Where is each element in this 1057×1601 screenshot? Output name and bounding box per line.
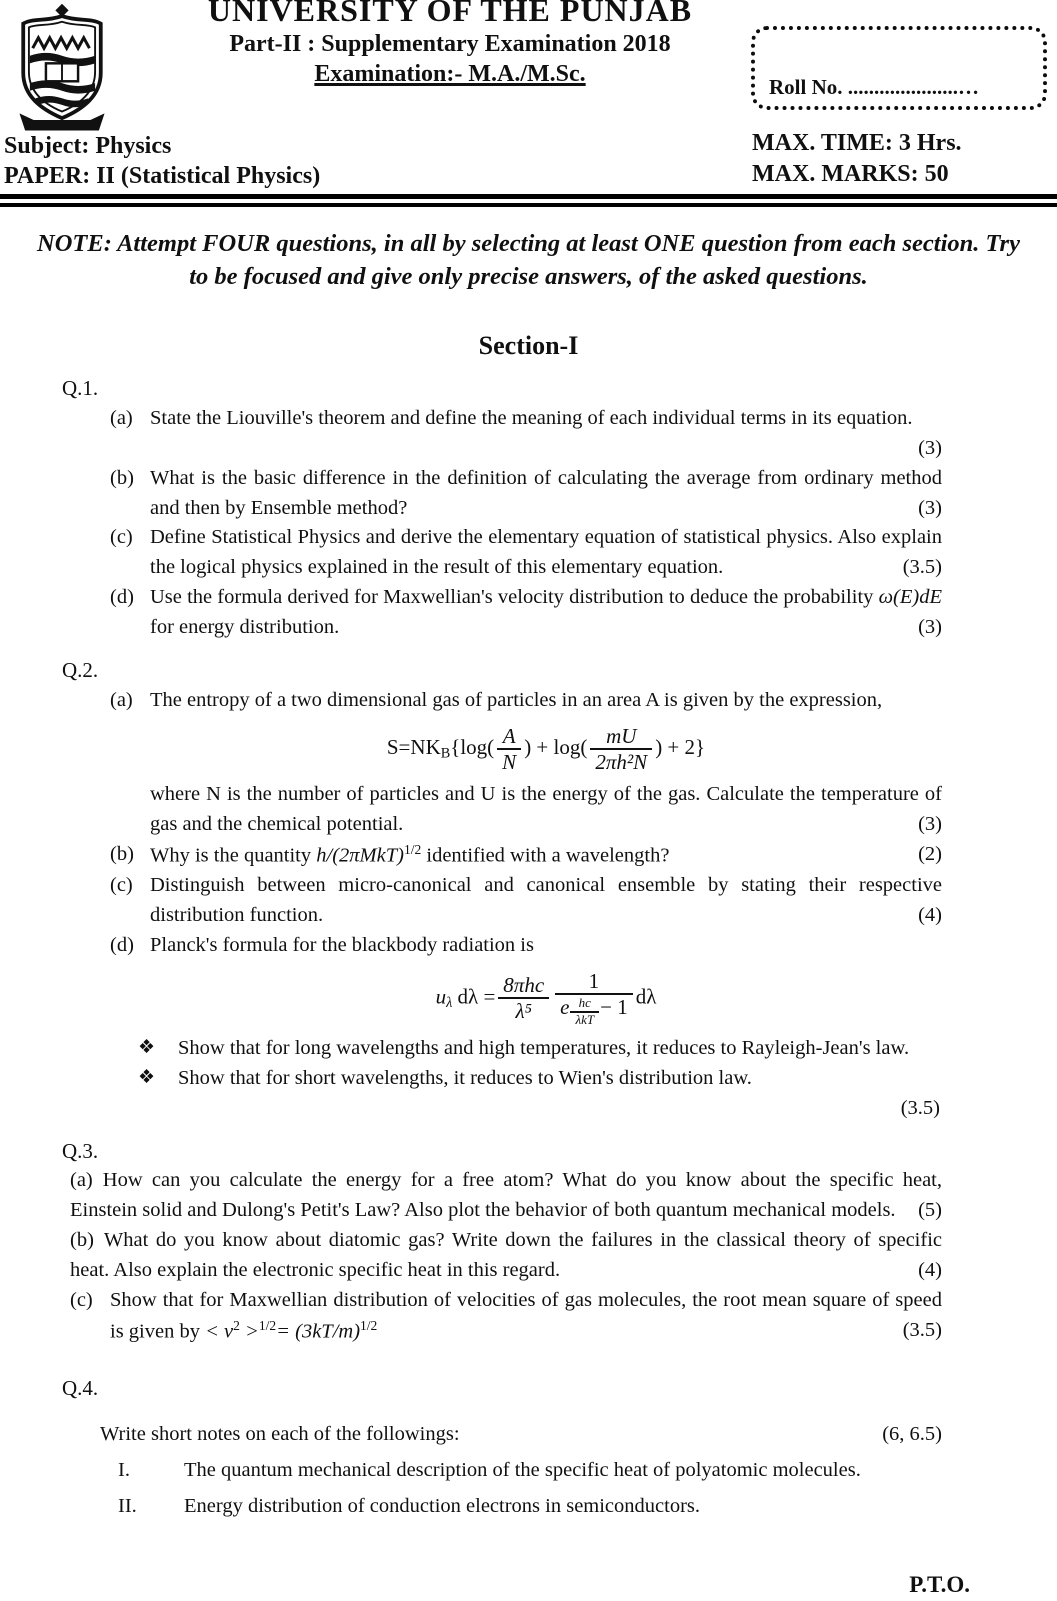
q3-label: Q.3. bbox=[62, 1138, 99, 1163]
limits-block bbox=[752, 128, 962, 190]
marks: (3.5) bbox=[902, 556, 942, 579]
instructions-note: NOTE: Attempt FOUR questions, in all by selecting at least ONE question from each section. Try to be focused and give only precise answers, of the asked questions. bbox=[37, 230, 1020, 291]
part-text: Use the formula derived for Maxwellian's velocity distribution to deduce the probability ω(E)dE for energy distribution. (3) bbox=[150, 583, 942, 643]
marks: (6, 6.5) bbox=[882, 1422, 942, 1445]
marks: (3) bbox=[918, 496, 942, 519]
exam-level: Examination:- M.A./M.Sc. bbox=[314, 61, 586, 87]
part-label: (b) bbox=[70, 1229, 94, 1252]
part-label: (a) bbox=[110, 688, 133, 711]
marks: (3) bbox=[918, 616, 942, 639]
entropy-formula: $S=NK_B\{\log$( $\frac{A}{N}$ ) + log( $\frac{mU}{\text{2πh²N}}$ ) + 2} bbox=[386, 723, 706, 774]
part-label: (d) bbox=[110, 934, 134, 957]
title-block bbox=[150, 0, 750, 88]
q4-item-1: I. The quantum mechanical description of the specific heat of polyatomic molecules. bbox=[112, 1456, 942, 1486]
paper-line: PAPER: II (Statistical Physics) bbox=[4, 163, 321, 189]
part-text: Distinguish between micro-canonical and canonical ensemble by stating their respective distribution function. (4) bbox=[150, 871, 942, 931]
part-text: State the Liouville's theorem and define the meaning of each individual terms in its equation. (3) bbox=[150, 404, 942, 464]
marks: (4) bbox=[918, 1259, 942, 1282]
q1-part-a bbox=[110, 404, 942, 464]
questions-content bbox=[62, 373, 970, 1601]
part-label: (b) bbox=[110, 842, 134, 865]
marks: (3.5) bbox=[902, 1318, 942, 1341]
q1-label: Q.1. bbox=[62, 376, 99, 401]
part-text: The entropy of a two dimensional gas of particles in an area A is given by the expression, $S=NK_B\{\log$( $\frac{A}{N}$ ) + log( $\frac{mU}{\text{2πh²N}}$ ) + 2} where N is the number of particles and U is the energy of the gas. Calculate the temperature of gas and the chemical potential. (3) bbox=[150, 686, 942, 840]
q2-label: Q.2. bbox=[62, 658, 99, 683]
part-text: What is the basic difference in the definition of calculating the average from ordinary method and then by Ensemble method? (3) bbox=[150, 464, 942, 524]
part-label: (d) bbox=[110, 586, 134, 609]
q1-part-b bbox=[110, 464, 942, 524]
subject-block bbox=[4, 131, 320, 191]
marks: (2) bbox=[918, 842, 942, 865]
q2d-bullet-1: ❖ Show that for long wavelengths and high temperatures, it reduces to Rayleigh-Jean's law. bbox=[138, 1034, 942, 1064]
roll-number-box bbox=[751, 26, 1047, 110]
part-label: (c) bbox=[70, 1288, 93, 1311]
planck-formula: $u_\lambda$ dλ = $\frac{\text{8πhc}}{\text{λ⁵}}$ 1 e $\frac{hc}{\text{λkT}}$ − 1 dλ bbox=[435, 968, 657, 1027]
max-marks: MAX. MARKS: 50 bbox=[752, 161, 949, 188]
math-expression: h/(2πMkT) bbox=[316, 844, 404, 867]
exam-session: Part-II : Supplementary Examination 2018 bbox=[229, 31, 671, 57]
marks: (4) bbox=[918, 904, 942, 927]
university-name: UNIVERSITY OF THE PUNJAB bbox=[207, 0, 693, 28]
part-text: Why is the quantity $h/(2\pi MkT)^{1/2}$ identified with a wavelength? (2) bbox=[150, 840, 942, 871]
q4-intro: Write short notes on each of the followings: (6, 6.5) bbox=[100, 1420, 942, 1450]
q3-part-b: (b) What do you know about diatomic gas? Write down the failures in the classical theory of specific heat. Also explain the electronic specific heat in this regard. (4) bbox=[70, 1226, 942, 1286]
q2-part-d bbox=[110, 931, 942, 1034]
q2-part-a bbox=[110, 686, 942, 840]
max-time: MAX. TIME: 3 Hrs. bbox=[752, 130, 962, 156]
marks: (3) bbox=[918, 436, 942, 459]
marks: (5) bbox=[918, 1199, 942, 1222]
q2d-bullet-2: ❖ Show that for short wavelengths, it reduces to Wien's distribution law. bbox=[138, 1064, 942, 1094]
header bbox=[0, 0, 1057, 207]
subject-line: Subject: Physics bbox=[4, 133, 172, 159]
page-turn-over: P.T.O. bbox=[909, 1571, 970, 1597]
part-text: Planck's formula for the blackbody radiation is $u_\lambda$ dλ = $\frac{\text{8πhc}}{\text{λ⁵}}$ 1 e $\frac{hc}{\text{λkT}}$ − 1 dλ bbox=[150, 931, 942, 1034]
q2d-marks: (3.5) bbox=[900, 1096, 940, 1119]
part-label: (a) bbox=[110, 406, 133, 429]
q2-part-c bbox=[110, 871, 942, 931]
diamond-bullet-icon: ❖ bbox=[138, 1036, 156, 1058]
part-label: (b) bbox=[110, 466, 134, 489]
item-numeral: II. bbox=[118, 1494, 137, 1517]
q3-part-a: (a) How can you calculate the energy for a free atom? What do you know about the specific heat, Einstein solid and Dulong's Petit's Law? Also plot the behavior of both quantum mechanical models. (5) bbox=[70, 1166, 942, 1226]
part-label: (a) bbox=[70, 1169, 93, 1192]
q4-item-2: II. Energy distribution of conduction electrons in semiconductors. bbox=[112, 1492, 942, 1522]
q4-label: Q.4. bbox=[62, 1376, 99, 1401]
university-crest-logo bbox=[10, 2, 114, 136]
q3-part-c bbox=[70, 1286, 942, 1347]
marks: (3) bbox=[918, 812, 942, 835]
part-label: (c) bbox=[110, 874, 133, 897]
header-divider bbox=[0, 194, 1057, 207]
roll-number-label: Roll No. .....................… bbox=[769, 75, 979, 99]
q2-part-b bbox=[110, 840, 942, 871]
part-label: (c) bbox=[110, 526, 133, 549]
q1-part-c bbox=[110, 523, 942, 583]
part-text: Show that for Maxwellian distribution of velocities of gas molecules, the root mean square of speed is given by < $v^2 >^{1/2}= (3kT/m)^{1/2}$ (3.5) bbox=[110, 1286, 942, 1347]
part-text: Define Statistical Physics and derive the elementary equation of statistical physics. Also explain the logical physics explained in the result of this elementary equation. (3.5) bbox=[150, 523, 942, 583]
math-expression: ω(E)dE bbox=[878, 586, 942, 609]
item-numeral: I. bbox=[118, 1458, 130, 1481]
q1-part-d bbox=[110, 583, 942, 643]
diamond-bullet-icon: ❖ bbox=[138, 1066, 156, 1088]
section-title: Section-I bbox=[478, 331, 579, 361]
